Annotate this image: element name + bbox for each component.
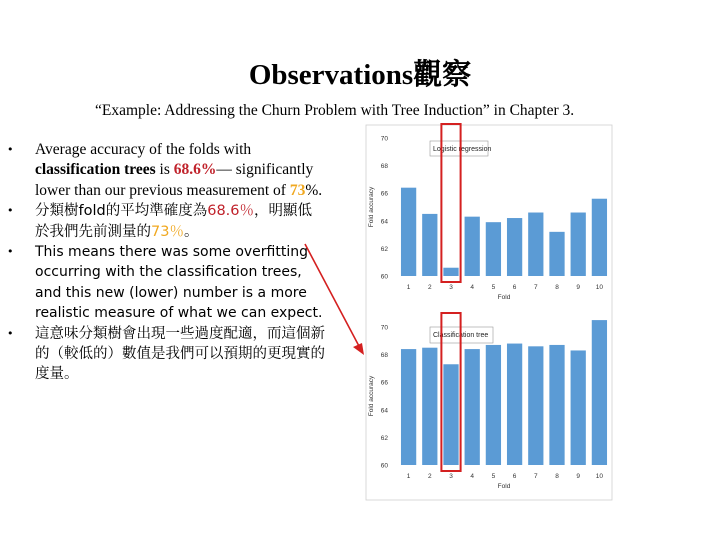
bar xyxy=(443,268,458,276)
bar xyxy=(486,345,501,465)
bullet-text: 分類樹fold的平均準確度為 xyxy=(35,203,208,220)
x-tick-label: 8 xyxy=(555,473,559,480)
x-tick-label: 9 xyxy=(576,473,581,480)
bar xyxy=(592,320,607,465)
y-tick-label: 70 xyxy=(380,324,388,332)
bar xyxy=(422,214,437,276)
bar xyxy=(528,346,543,465)
x-tick-label: 7 xyxy=(533,284,538,291)
bullet-text: This means there was some overfitting occurring with the classification trees, and this new (lower) number is a more realistic measure of what we can expect. xyxy=(35,244,323,322)
y-tick-label: 64 xyxy=(380,407,388,415)
bar xyxy=(592,199,607,276)
bullet-dot-icon: • xyxy=(7,143,14,156)
legend-label: Classification tree xyxy=(433,332,489,339)
arrow-line xyxy=(305,244,360,348)
y-tick-label: 66 xyxy=(380,379,388,387)
x-axis-label: Fold xyxy=(497,483,511,490)
bar xyxy=(549,345,564,465)
bullet-text: 這意味分類樹會出現一些過度配適，而這個新的（較低的）數值是我們可以預期的更現實的度量。 xyxy=(35,325,325,383)
y-axis-label: Fold accuracy xyxy=(368,186,375,228)
x-tick-label: 7 xyxy=(533,473,538,480)
bar xyxy=(507,218,522,276)
x-tick-label: 5 xyxy=(491,473,496,480)
bullet-text: — significantly lower than our previous measurement of xyxy=(35,161,314,199)
x-tick-label: 8 xyxy=(555,284,559,291)
bar xyxy=(528,213,543,276)
x-tick-label: 10 xyxy=(595,473,604,480)
x-tick-label: 2 xyxy=(427,284,432,291)
x-tick-label: 4 xyxy=(470,284,475,291)
y-tick-label: 70 xyxy=(380,135,388,143)
x-tick-label: 1 xyxy=(406,284,411,291)
bullet-text: Average accuracy of the folds with xyxy=(35,141,252,158)
x-tick-label: 5 xyxy=(491,284,496,291)
bar xyxy=(571,213,586,276)
y-tick-label: 62 xyxy=(380,434,388,442)
x-tick-label: 2 xyxy=(427,473,432,480)
bullet-dot-icon: • xyxy=(7,204,14,218)
arrow-head-icon xyxy=(353,343,364,355)
slide-title: Observations觀察 xyxy=(248,59,472,91)
bullet-dot-icon: • xyxy=(7,245,14,259)
legend-label: Logistic regression xyxy=(433,146,492,153)
bar xyxy=(465,217,480,276)
x-tick-label: 4 xyxy=(470,473,475,480)
highlight-value-yellow: 73 xyxy=(289,181,306,199)
y-tick-label: 64 xyxy=(380,218,388,226)
y-tick-label: 62 xyxy=(380,245,388,253)
bullet-emphasis: classification trees xyxy=(35,161,156,179)
bullet-dot-icon: • xyxy=(7,326,14,340)
bar xyxy=(507,344,522,465)
bar xyxy=(571,350,586,465)
x-tick-label: 3 xyxy=(449,473,453,480)
highlight-value-red: 68.6% xyxy=(173,161,217,179)
y-tick-label: 60 xyxy=(380,273,388,281)
y-tick-label: 68 xyxy=(380,163,388,171)
bullet-text: ，明顯低於我們先前測量的 xyxy=(35,203,313,240)
bullet-text: is xyxy=(155,161,174,179)
x-tick-label: 10 xyxy=(595,284,604,291)
y-tick-label: 60 xyxy=(380,462,388,470)
y-tick-label: 68 xyxy=(380,352,388,360)
x-tick-label: 6 xyxy=(512,473,517,480)
x-axis-label: Fold xyxy=(497,294,511,301)
highlight-value-red: 68.6％ xyxy=(207,203,255,220)
slide-subtitle: “Example: Addressing the Churn Problem with Tree Induction” in Chapter 3. xyxy=(95,102,575,119)
x-tick-label: 3 xyxy=(449,284,453,291)
bar xyxy=(549,232,564,276)
y-axis-label: Fold accuracy xyxy=(368,375,375,417)
bullet-text: %. xyxy=(305,181,323,199)
bar xyxy=(465,349,480,465)
bar xyxy=(401,349,416,465)
bar xyxy=(443,364,458,465)
x-tick-label: 6 xyxy=(512,284,517,291)
bullet-text: 。 xyxy=(183,223,199,240)
bar xyxy=(486,222,501,276)
x-tick-label: 1 xyxy=(406,473,411,480)
x-tick-label: 9 xyxy=(576,284,581,291)
y-tick-label: 66 xyxy=(380,190,388,198)
highlight-value-yellow: 73％ xyxy=(151,223,184,240)
bar xyxy=(422,348,437,465)
bar xyxy=(401,188,416,276)
